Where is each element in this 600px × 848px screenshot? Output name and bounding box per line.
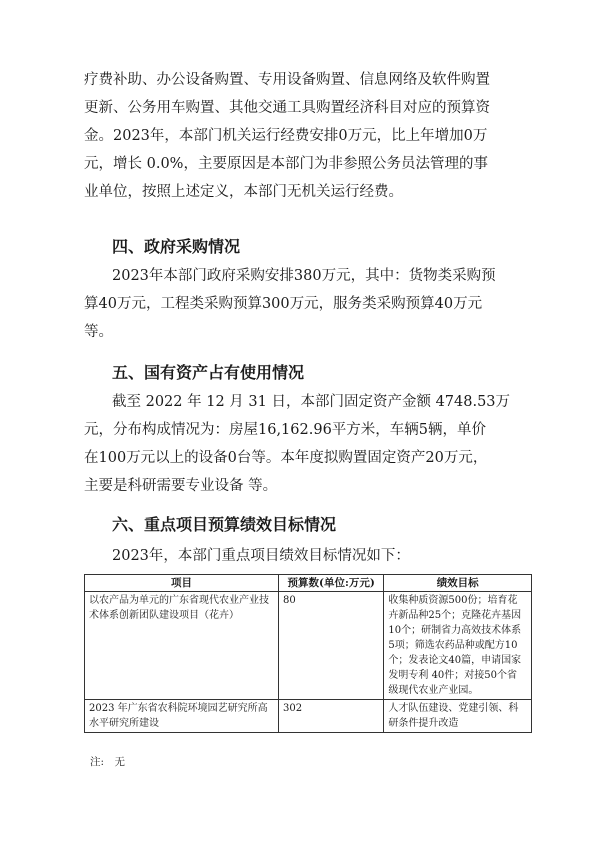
text-line: 2023年本部门政府采购安排380万元，其中：货物类采购预 [112, 268, 496, 284]
text-line: 更新、公务用车购置、其他交通工具购置经济科目对应的预算资 [84, 100, 490, 116]
cell-project: 以农产品为单元的广东省现代农业产业技术体系创新团队建设项目（花卉） [85, 592, 279, 700]
cell-budget: 80 [278, 592, 383, 700]
header-goal: 绩效目标 [384, 575, 532, 592]
cell-goal: 人才队伍建设、党建引领、科研条件提升改造 [384, 700, 532, 733]
text-line: 金。2023年，本部门机关运行经费安排0万元，比上年增加0万 [84, 128, 488, 144]
table-note: 注: 无 [90, 756, 126, 768]
text-line: 元，增长 0.0%，主要原因是本部门为非参照公务员法管理的事 [84, 156, 488, 172]
operating-expense-paragraph [84, 66, 524, 206]
cell-budget: 302 [278, 700, 383, 733]
section-heading-state-assets: 五、国有资产占有使用情况 [112, 363, 305, 382]
table-row [85, 592, 532, 700]
text-line: 算40万元，工程类采购预算300万元，服务类采购预算40万元 [84, 296, 483, 312]
state-assets-paragraph [84, 388, 524, 500]
text-line: 在100万元以上的设备0台等。本年度拟购置固定资产20万元， [84, 450, 488, 466]
table-row [85, 700, 532, 733]
text-line: 元，分布构成情况为：房屋16,162.96平方米，车辆5辆，单价 [84, 422, 487, 438]
table-header-row [85, 575, 532, 592]
text-line: 疗费补助、办公设备购置、专用设备购置、信息网络及软件购置 [84, 72, 490, 88]
text-line: 业单位，按照上述定义，本部门无机关运行经费。 [84, 184, 403, 200]
performance-goals-table [84, 574, 532, 733]
cell-goal: 收集种质资源500份；培育花卉新品种25个；克隆花卉基因10个；研制省力高效技术体系5项；筛选农药品种或配方10个；发表论文40篇，申请国家发明专利 40件；对接50个省级现代农业产业园。 [384, 592, 532, 700]
cell-project: 2023 年广东省农科院环境园艺研究所高水平研究所建设 [85, 700, 279, 733]
section-heading-procurement: 四、政府采购情况 [112, 237, 241, 256]
performance-intro: 2023年，本部门重点项目绩效目标情况如下： [112, 548, 410, 564]
header-project: 项目 [85, 575, 279, 592]
text-line: 截至 2022 年 12 月 31 日，本部门固定资产金额 4748.53万 [112, 394, 511, 410]
section-heading-performance-goals: 六、重点项目预算绩效目标情况 [112, 515, 337, 534]
header-budget: 预算数(单位:万元) [278, 575, 383, 592]
text-line: 主要是科研需要专业设备 等。 [84, 478, 278, 494]
text-line: 等。 [84, 324, 113, 340]
procurement-paragraph [84, 262, 524, 346]
